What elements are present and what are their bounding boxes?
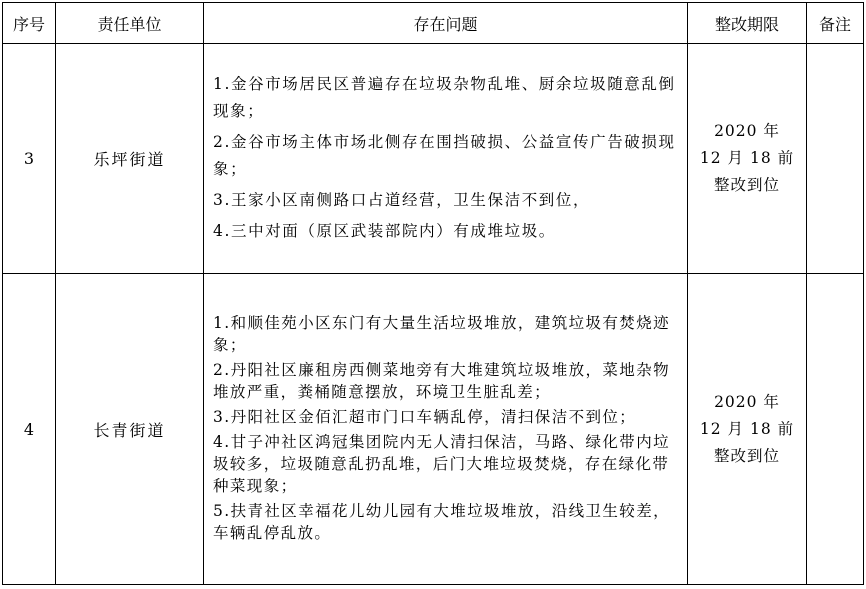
row-remarks	[807, 274, 864, 585]
row-deadline	[688, 44, 807, 274]
rectification-table	[2, 2, 864, 585]
deadline-year: 2020 年	[714, 122, 780, 140]
table-row	[3, 44, 864, 274]
header-issues: 存在问题	[204, 3, 688, 44]
deadline-year: 2020 年	[714, 392, 780, 411]
header-index: 序号	[3, 3, 56, 44]
issue-item: 2.丹阳社区廉租房西侧菜地旁有大堆建筑垃圾堆放，菜地杂物堆放严重，粪桶随意摆放，环境卫生脏乱差；	[213, 360, 670, 401]
issue-item: 3.王家小区南侧路口占道经营，卫生保洁不到位，	[213, 191, 591, 209]
row-deadline	[688, 274, 807, 585]
row-index: 3	[3, 44, 56, 274]
row-responsible-unit: 长青街道	[56, 274, 204, 585]
header-remarks: 备注	[807, 3, 864, 44]
issue-item: 1.和顺佳苑小区东门有大量生活垃圾堆放，建筑垃圾有焚烧迹象；	[213, 313, 670, 354]
issue-item: 3.丹阳社区金佰汇超市门口车辆乱停，清扫保洁不到位；	[213, 407, 637, 426]
issue-item: 2.金谷市场主体市场北侧存在围挡破损、公益宣传广告破损现象；	[213, 133, 676, 178]
header-responsible-unit: 责任单位	[56, 3, 204, 44]
header-deadline: 整改期限	[688, 3, 807, 44]
row-remarks	[807, 44, 864, 274]
row-issues	[204, 274, 688, 585]
issue-item: 5.扶青社区幸福花儿幼儿园有大堆垃圾堆放，沿线卫生较差，车辆乱停乱放。	[213, 501, 670, 542]
issue-item: 1.金谷市场居民区普遍存在垃圾杂物乱堆、厨余垃圾随意乱倒现象；	[213, 75, 676, 120]
row-responsible-unit: 乐坪街道	[56, 44, 204, 274]
table-row	[3, 274, 864, 585]
row-issues	[204, 44, 688, 274]
deadline-date: 12 月 18 前	[699, 149, 795, 167]
issue-item: 4.三中对面（原区武装部院内）有成堆垃圾。	[213, 222, 556, 240]
issue-item: 4.甘子冲社区鸿冠集团院内无人清扫保洁，马路、绿化带内垃圾较多，垃圾随意乱扔乱堆，后门大堆垃圾焚烧，存在绿化带种菜现象；	[213, 432, 670, 495]
deadline-action: 整改到位	[713, 446, 780, 465]
deadline-date: 12 月 18 前	[699, 419, 795, 438]
deadline-action: 整改到位	[713, 176, 780, 194]
row-index: 4	[3, 274, 56, 585]
table-header-row	[3, 3, 864, 44]
